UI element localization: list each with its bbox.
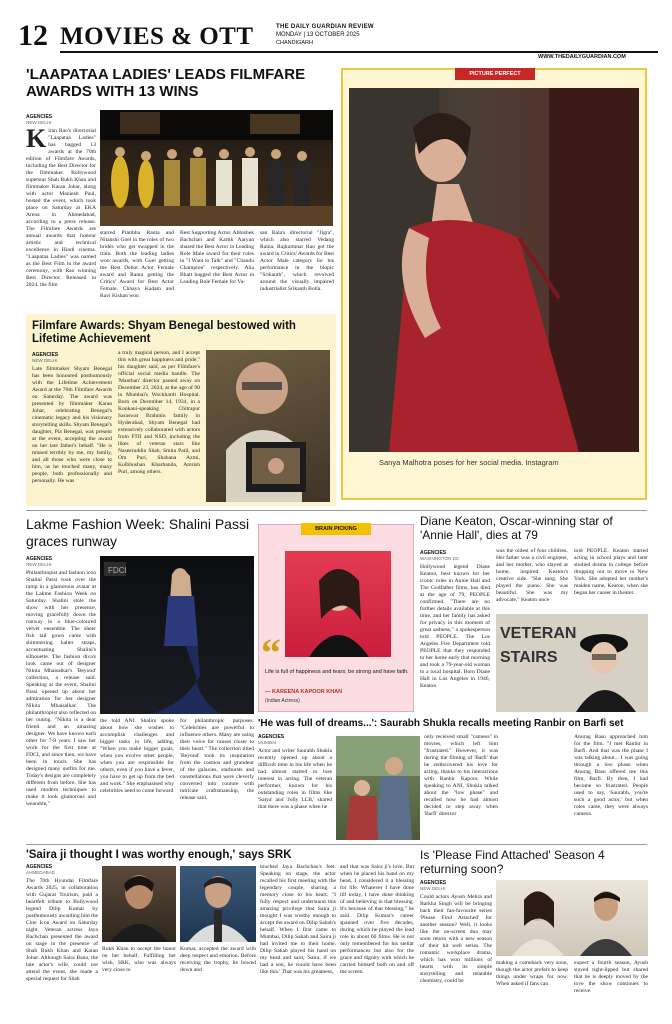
- srk-col3: Kumar, accepted the award with deep respect and emotion. Before receiving the trophy, he bowed down and: [180, 946, 256, 973]
- picture-caption: Sanya Malhotra poses for her social media. Instagram: [379, 458, 559, 467]
- filmfare-headline: 'LAAPATAA LADIES' LEADS FILMFARE AWARDS WITH 13 WINS: [26, 66, 306, 100]
- saurabh-col3: Anurag Basu approached him for the film. "I met Ranbir in Barfi. And that was the phase I was talking about... I was going through a low phase when Anurag Basu offered me this film, Barfi. By then, I had become so frustrated. People used to say, 'Saurabh, you're such a good actor,' but when roles came, they were always cameos.: [574, 734, 648, 817]
- lakme-col2: the told ANI. Shalini spoke about how she wishes to accomplish challenges and bigger tasks in life, adding, "When you make bigger goals, when you evolve other people, when you are responsible for others, even if you have a fever, you have to get up from the bed and work." She emphasised why celebrities need to come forward: [100, 718, 174, 794]
- srk-illustration: [102, 866, 176, 942]
- srk-col5: and that was Saira ji's love. But when he placed his hand on my head, I considered it a blessing for life. Whatever I have done till today, I have done thinking of and believing in that blessing. It's because of that blessing," he said. Dilip Kumar's career spanned over five decades, during which he played the lead role in about 60 films. He is not only remembered for his stellar performances but also for the grace and dignity with which he carried himself both on and off the screen.: [340, 864, 414, 975]
- agency-name: AGENCIES: [26, 556, 53, 562]
- saurabh-col2: only received small "cameos" in movies, which left him "frustrated." However, it was during the filming of 'Barfi' that he rediscovered his love for acting, thanks to his interactions with Ranbir Kapoor. While speaking to ANI, Shukla talked about the "low phase" and recalled how he had almost decided to step away when 'Barfi' director: [424, 734, 498, 817]
- sanya-illustration: [349, 88, 639, 452]
- srk-col1: The 70th Hyundai Filmfare Awards 2025, in collaboration with Gujarat Tourism, paid a heartfelt tribute to Bollywood legend Dilip Kumar by posthumously awarding him the Cine Icon Award on Saturday night. Veteran actress Jaya Bachchan presented the award on stage in the presence of Shah Rukh Khan and Karan Johar. Although Saira Banu, the late actor's wife, could not attend the event, she made a special request for Shah: [26, 878, 98, 982]
- page-number: 12: [18, 19, 48, 52]
- pfa-agency: [420, 880, 446, 892]
- srk-headline: 'Saira ji thought I was worthy enough,' says SRK: [26, 849, 292, 861]
- svg-text:FDCI: FDCI: [108, 566, 127, 575]
- saurabh-col2b: [500, 734, 570, 840]
- agency-place: WASHINGTON DC: [420, 556, 460, 561]
- benegal-col2: a truly magical person, and I accept this with great happiness and pride," his daughter said, as per Filmfare's official social media handle. The 'Manthan' director passed away on December 23, 2024, at the age of 90 in Mumbai's Wockhardt Hospital. Born on December 14, 1934, in a Konkani-speaking Chitrapur Saraswat Brahmin family in Hyderabad, Shyam Benegal had extensively collaborated with actors from FTII and NSD, including the likes of veteran stars like Naseeruddin Shah, Smita Patil, and Om Puri, Shabana Azmi, Kulbhushan Kharbanda, Amrish Puri, among others.: [118, 350, 200, 475]
- pfa-col1: Could actors Ayush Mehra and Barkha Singh will be bringing back their fan-favourite series 'Please Find Attached' for another season? Well, it looks like the on-screen duo may soon return with a new season of their hit web series. The romantic workplace drama, which has won millions of hearts with its simple storytelling and relatable chemistry, could be: [420, 894, 492, 984]
- lakme-col1: Philanthropist and fashion icon Shalini Passi took over the ramp in a glamorous avatar at the Lakme Fashion Week on Saturday. Shalini stole the show with her presence, moving gracefully down the runway in a blue-coloured velvet ensemble. The sheer fish tail gown came with shimmering halter straps, accentuating Shalini's silhouette. The fashion diva's look came out of designer Nikita Mhaisalkar's 'Beyond' collection, a release said. Speaking at the event, Shalini Passi opened up about her admiration for her designer Nikita Mhaisalkar. The philanthropist also reflected on her outing. "Nikita is a dear friend and an amazing designer. We have known each other for 7-8 years. I saw her work for the first time at FDCI, and since then, we have been in touch. She has designed many outfits for me. Today's designs are completely different from before. She has used modern techniques to make it look glamorous and wearable,": [26, 570, 96, 807]
- masthead-rule: [60, 51, 658, 53]
- svg-text:STAIRS: STAIRS: [500, 649, 558, 666]
- picture-perfect-box: [341, 68, 647, 500]
- picture-perfect-label: PICTURE PERFECT: [455, 68, 535, 80]
- dilip-illustration: [180, 866, 256, 942]
- kareena-photo: [285, 551, 391, 657]
- agency-place: NEW DELHI: [32, 358, 58, 363]
- benegal-col1: Late filmmaker Shyam Benegal has been honoured posthumously with the Lifetime Achievement Award at the 70th Filmfare Awards on Saturday. The award was presented by filmmaker Karan Johar, celebrating Benegal's cinematic legacy and his visionary storytelling skills. Shyam Benegal's daughter, Pia Benegal, was present at the event, accepting the award on her late father's behalf. "He is missed terribly by me, my family, and all those who were close to him, as he touched many, many people, both professionally and personally. He was: [32, 366, 112, 484]
- lakme-col3: for philanthropic purposes. "Celebrities are powerful to influence others. Many are using their voice for causes closer to their heart." The collection titled 'Beyond' took its inspiration from the cosmos and grandeur of the galaxies, starbursts and constellations that were cleverly converted into couture with intricate craftsmanship, the release said.: [180, 718, 254, 801]
- dateline: MONDAY | 13 OCTOBER 2025: [276, 32, 360, 38]
- pfa-photo: [496, 880, 648, 956]
- paper-name: THE DAILY GUARDIAN REVIEW: [276, 24, 374, 30]
- quote-icon: “: [261, 630, 281, 675]
- srk-col2: Rukh Khan to accept the honor on her behalf. Fulfilling her wish, SRK, who was always very close to: [102, 946, 176, 973]
- srk-photo: [102, 866, 176, 942]
- saurabh-headline: 'He was full of dreams...': Saurabh Shukla recalls meeting Ranbir on Barfi set: [258, 718, 624, 729]
- pfa-headline: Is 'Please Find Attached' Season 4 returning soon?: [420, 848, 605, 876]
- website: WWW.THEDAILYGUARDIAN.COM: [538, 54, 626, 60]
- sanya-photo: [349, 88, 639, 452]
- dilip-kumar-photo: [180, 866, 256, 942]
- benegal-box: [26, 314, 336, 506]
- agency-place: MUMBAI: [258, 740, 277, 745]
- pfa-illustration: [496, 880, 648, 956]
- keaton-col1: Hollywood legend Diane Keaton, best known for her iconic roles in Annie Hall and The Godfather films, has died at the age of 79, PEOPLE confirmed. "There are no further details available at this time, and her family has asked for privacy in this moment of great sadness," a spokesperson told PEOPLE. The Los Angeles Fire Department told PEOPLE that they responded to her home early that morning and took a 79-year-old woman to a local hospital. Born Diane Hall in Los Angeles in 1946, Keaton: [420, 564, 490, 689]
- benegal-illustration: [206, 350, 330, 502]
- lakme-illustration: [100, 556, 254, 714]
- lakme-agency: [26, 556, 52, 568]
- filmfare-col1-text: iran Rao's directorial "Laapataa Ladies" has bagged 13 awards at the 70th edition of Filmfare Awards, including the Best Director for the filmmaker. Bollywood superstar Shah Rukh Khan and filmmaker Karan Johar, along with actor Maniesh Paul, hosted the event, which took place on Saturday at EKA Arena in Ahmedabad, according to a press release. The Filmfare Awards are annual awards that honour artistic and technical excellence in Hindi cinema. "Laapataa Ladies" was named as the Best Film in the award ceremony, with Rao winning Best Director. Released in 2024, the film: [26, 128, 96, 288]
- filmfare-col1: [26, 128, 96, 328]
- benegal-headline: Filmfare Awards: Shyam Benegal bestowed with Lifetime Achievement: [32, 320, 296, 345]
- filmfare-col2: starred Pratibha Ranta and Nitanshi Goel in the roles of two brides who get swapped in the train. Both the leading ladies won awards, with Goel getting the Best Debut Actor Female award and Ranta getting the Critics' Award for Best Actor Female. Chhaya Kadam and Ravi Kishan won: [100, 230, 174, 299]
- agency-place: NEW DELHI: [420, 886, 446, 891]
- benegal-photo: [206, 350, 330, 502]
- keaton-agency: [420, 550, 459, 562]
- filmfare-col4: san Bala's directorial "Jigra", which also starred Vedang Raina. Rajkummar Rao got the award in Critics' Awards for Best Actor Male category for his performance in the biopic "Srikanth", which revolved around the visually impaired industrialist Srikanth Bolla.: [260, 230, 334, 292]
- benegal-agency: [32, 352, 58, 364]
- section-rule: [26, 510, 647, 511]
- brain-quote: Life is full of happiness and tears; be strong and have faith.: [265, 669, 409, 675]
- keaton-illustration: [496, 614, 648, 712]
- brain-picking-box: [258, 524, 414, 712]
- brain-author: — KAREENA KAPOOR KHAN: [265, 689, 343, 695]
- srk-agency: [26, 864, 55, 876]
- agency-name: AGENCIES: [26, 114, 53, 120]
- agency-place: NEW DELHI: [26, 120, 52, 125]
- kareena-illustration: [285, 551, 391, 657]
- pfa-col3: expect a fourth season, Ayush stayed tight-lipped but shared that he is deeply moved by the love the show continues to receive.: [574, 960, 648, 994]
- agency-name: AGENCIES: [420, 880, 447, 886]
- pfa-col2: making a comeback very soon, though the actor prefers to keep things under wraps for now. When asked if fans can: [496, 960, 568, 987]
- section-title: MOVIES & OTT: [60, 23, 254, 50]
- brain-author-role: (Indian Actress): [265, 698, 300, 704]
- filmfare-stage-photo: [100, 110, 333, 226]
- keaton-headline: Diane Keaton, Oscar-winning star of 'Annie Hall', dies at 79: [420, 514, 613, 542]
- saurabh-col1: Actor and writer Saurabh Shukla recently opened up about a difficult time in his life when he had almost started to lose interest in acting. The veteran performer, known for his outstanding roles in films like 'Satya' and 'Jolly LLB,' shared that there was a phase when he: [258, 748, 332, 810]
- agency-place: AHMEDABAD: [26, 870, 56, 875]
- keaton-photo: [496, 614, 648, 712]
- keaton-col3: told PEOPLE. Keaton started acting in school plays and later studied drama in college before dropping out to move to New York. She adopted her mother's maiden name, Keaton, when she began her career in theater.: [574, 548, 648, 596]
- svg-text:VETERAN: VETERAN: [500, 625, 577, 642]
- filmfare-col3: Best Supporting Actor. Abhishek Bachchan and Kartik Aaryan shared the Best Actor in Leading Role Male award for their roles in "I Want to Talk" and "Chandu Champion" respectively. Alia Bhatt bagged the Best Actor in Leading Role Female for Va-: [180, 230, 254, 285]
- barfi-photo: [336, 736, 420, 840]
- lakme-headline: Lakme Fashion Week: Shalini Passi graces runway: [26, 516, 250, 549]
- brain-picking-label: BRAIN PICKING: [301, 523, 371, 535]
- city: CHANDIGARH: [276, 40, 313, 46]
- agency-name: AGENCIES: [32, 352, 59, 358]
- srk-col4: touched Jaya Bachchan's feet. Speaking on stage, the actor recalled his first meeting with the legendary couple, sharing a memory close to his heart. "I fully respect and understand this amazing privilege that Saira ji thought I was worthy enough to accept the award on Dilip Sahab's behalf. When I first came to Mumbai, Dilip Sahab and Saira ji had invited me to their home. Dilip Sahab played his hand on my head and said, 'Saira, if we had a son, he would have been like this.' That was his greatness,: [260, 864, 336, 975]
- saurabh-agency: [258, 734, 284, 746]
- dropcap: K: [26, 128, 47, 153]
- masthead: [18, 18, 658, 60]
- agency-place: NEW DELHI: [26, 562, 52, 567]
- filmfare-agency: [26, 114, 52, 126]
- agency-name: AGENCIES: [26, 864, 53, 870]
- agency-name: AGENCIES: [420, 550, 447, 556]
- barfi-illustration: [336, 736, 420, 840]
- agency-name: AGENCIES: [258, 734, 285, 740]
- lakme-photo: [100, 556, 254, 714]
- section-rule-2: [26, 844, 647, 845]
- stage-illustration: [100, 110, 333, 226]
- keaton-col2: was the oldest of four children. Her father was a civil engineer, and her mother, who stayed at home, inspired Keaton's creative side. "She sang. She played the piano. She was beautiful. She was my advocate," Keaton once: [496, 548, 568, 603]
